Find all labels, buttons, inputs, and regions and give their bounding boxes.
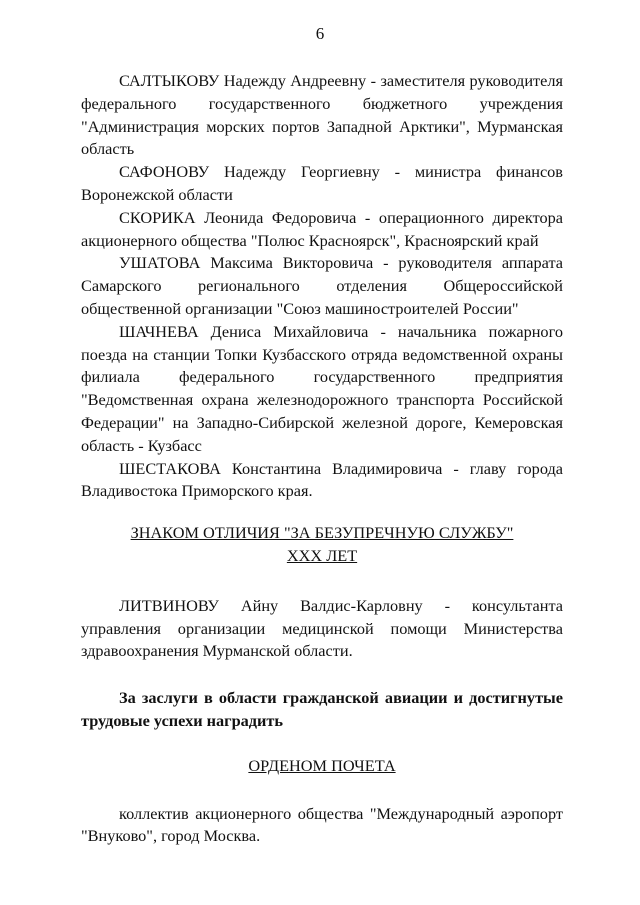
document-body (81, 70, 563, 848)
awardee-paragraph: коллектив акционерного общества "Международный аэропорт "Внуково", город Москва. (81, 803, 563, 846)
awardee-paragraph: САЛТЫКОВУ Надежду Андреевну - заместителя руководителя федерального государственного бюджетного учреждения "Администрация морских портов Западной Арктики", Мурманская область (81, 71, 563, 159)
awardee-paragraph: ЛИТВИНОВУ Айну Валдис-Карловну - консультанта управления организации медицинской помощи Министерства здравоохранения Мурманской области. (81, 595, 563, 661)
awardee-paragraph: УШАТОВА Максима Викторовича - руководителя аппарата Самарского регионального отделения Общероссийской общественной организации "Союз машиностроителей России" (81, 253, 563, 318)
award-heading: ОРДЕНОМ ПОЧЕТА (248, 755, 396, 775)
award-heading-line: XXX ЛЕТ (286, 545, 358, 565)
awardee-paragraph: ШЕСТАКОВА Константина Владимировича - главу города Владивостока Приморского края. (81, 458, 563, 501)
page-number: 6 (315, 24, 325, 43)
awardee-paragraph: САФОНОВУ Надежду Георгиевну - министра финансов Воронежской области (81, 162, 563, 204)
awardee-paragraph: СКОРИКА Леонида Федоровича - операционного директора акционерного общества "Полюс Красноярск", Красноярский край (81, 207, 563, 250)
section-lead: За заслуги в области гражданской авиации и достигнутые трудовые успехи наградить (81, 688, 563, 730)
awardee-paragraph: ШАЧНЕВА Дениса Михайловича - начальника пожарного поезда на станции Топки Кузбасского отряда ведомственной охраны филиала федерального государственного предприятия "Ведомственная охрана железнодорожного транспорта Российской Федерации" на Западно-Сибирской железной дороге, Кемеровская область - Кузбасс (81, 321, 563, 455)
award-heading-line: ЗНАКОМ ОТЛИЧИЯ "ЗА БЕЗУПРЕЧНУЮ СЛУЖБУ" (130, 523, 514, 543)
